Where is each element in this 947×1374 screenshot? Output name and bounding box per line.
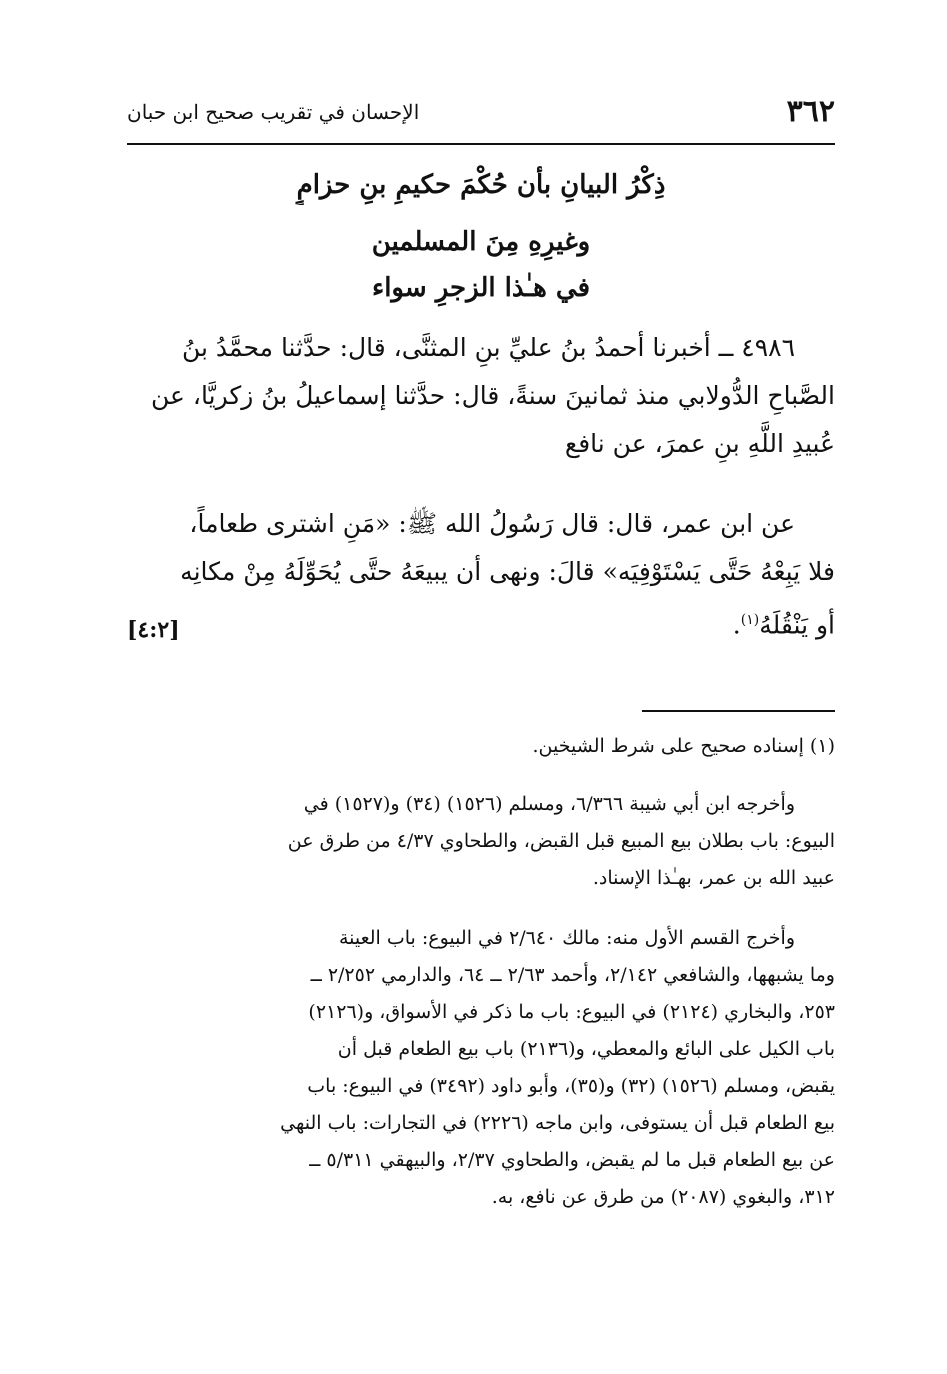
footnote-line: وأخرجه ابن أبي شيبة ٦/٣٦٦، ومسلم (١٥٢٦) (٣٤) و(١٥٢٧) في — [303, 793, 795, 815]
footnote-line: وأخرج القسم الأول منه: مالك ٢/٦٤٠ في البيوع: باب العينة — [338, 927, 795, 949]
heading-line: في هـٰذا الزجرِ سواء — [371, 273, 591, 303]
heading-line: ذِكْرُ البيانِ بأن حُكْمَ حكيمِ بنِ حزامٍ — [296, 170, 666, 200]
footnote-line: وما يشبهها، والشافعي ٢/١٤٢، وأحمد ٢/٦٣ ــ ٦٤، والدارمي ٢/٢٥٢ ــ — [310, 964, 835, 986]
footnote-line: يقبض، ومسلم (١٥٢٦) (٣٢) و(٣٥)، وأبو داود (٣٤٩٢) في البيوع: باب — [307, 1075, 835, 1097]
footnote-line: باب الكيل على البائع والمعطي، و(٢١٣٦) باب بيع الطعام قبل أن — [337, 1038, 835, 1060]
matn-line: فلا يَبِعْهُ حَتَّى يَسْتَوْفِيَه» قالَ: ونهى أن يبيعَهُ حتَّى يُحَوِّلَهُ مِنْ مكانِه — [180, 557, 835, 586]
reference-tag: [٤:٢] — [127, 617, 180, 643]
footnote-line: ٣١٢، والبغوي (٢٠٨٧) من طرق عن نافع، به. — [491, 1186, 835, 1208]
footnote-line: ٢٥٣، والبخاري (٢١٢٤) في البيوع: باب ما ذكر في الأسواق، و(٢١٢٦) — [308, 1001, 835, 1023]
footnote-line: بيع الطعام قبل أن يستوفى، وابن ماجه (٢٢٢٦) في التجارات: باب النهي — [280, 1112, 835, 1134]
heading-line: وغيرِهِ مِنَ المسلمين — [371, 227, 591, 257]
matn-paragraph — [127, 500, 835, 649]
matn-end: . — [732, 610, 741, 640]
header-rule — [127, 143, 835, 145]
footnote-rule — [642, 710, 835, 712]
footnote-line: عبيد الله بن عمر، بهـٰذا الإسناد. — [592, 867, 835, 889]
chapter-heading — [127, 165, 835, 205]
isnad-line: الصَّباحِ الدُّولابي منذ ثمانينَ سنةً، قال: حدَّثنا إسماعيلُ بنُ زكريَّا، عن — [151, 381, 835, 410]
footnote-marker: (١) — [740, 612, 760, 628]
isnad-line: عُبيدِ اللَّهِ بنِ عمرَ، عن نافع — [564, 429, 835, 458]
matn-text: أو يَنْقُلَهُ — [759, 610, 835, 640]
chapter-heading-2 — [127, 222, 835, 262]
footnote-paragraph-2 — [127, 786, 835, 897]
page-number: ٣٦٢ — [786, 94, 835, 129]
matn-line — [127, 596, 835, 649]
footnote-line: البيوع: باب بطلان بيع المبيع قبل القبض، والطحاوي ٤/٣٧ من طرق عن — [287, 830, 835, 852]
matn-line: عن ابن عمر، قال: قال رَسُولُ الله ﷺ: «مَنِ اشترى طعاماً، — [189, 509, 795, 538]
isnad-paragraph — [127, 324, 835, 468]
footnote-line: عن بيع الطعام قبل ما لم يقبض، والطحاوي ٢/٣٧، والبيهقي ٥/٣١١ ــ — [309, 1149, 835, 1171]
running-title: الإحسان في تقريب صحيح ابن حبان — [127, 100, 420, 124]
isnad-line: ٤٩٨٦ ــ أخبرنا أحمدُ بنُ عليِّ بنِ المثنَّى، قال: حدَّثنا محمَّدُ بنُ — [181, 333, 795, 362]
footnote-paragraph-3 — [127, 920, 835, 1216]
footnote-line: (١) إسناده صحيح على شرط الشيخين. — [532, 735, 835, 757]
page-header — [127, 92, 835, 142]
footnote-1 — [127, 728, 835, 765]
chapter-heading-3 — [127, 268, 835, 308]
